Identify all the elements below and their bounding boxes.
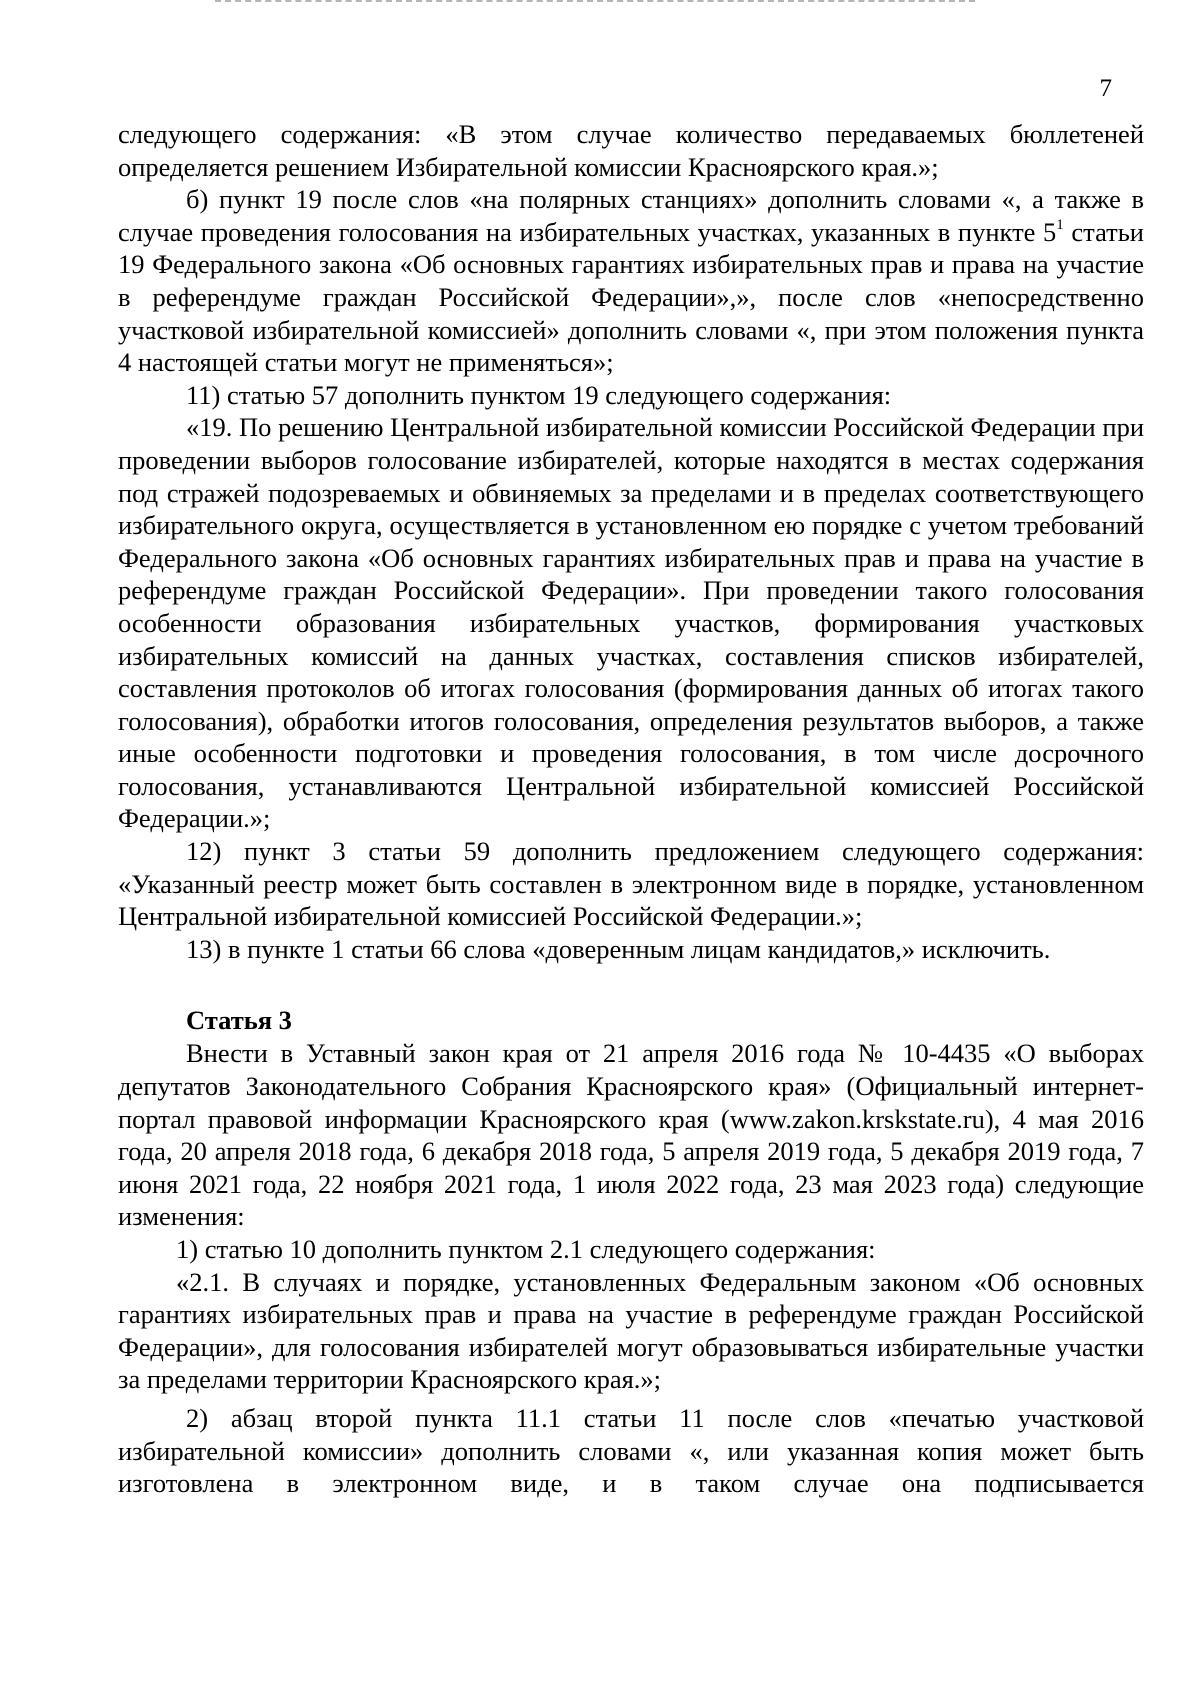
paragraph-item-b-text-start: б) пункт 19 после слов «на полярных станциях» дополнить словами «, а также в случае проведения голосования на избирательных участках, указанных в пункте 5 [118, 184, 1144, 247]
article-3-intro: Внести в Уставный закон края от 21 апреля 2016 года № 10-4435 «О выборах депутатов Законодательного Собрания Красноярского края» (Официальный интернет-портал правовой информации Красноярского края (www.zakon.krskstate.ru), 4 мая 2016 года, 20 апреля 2018 года, 6 декабря 2018 года, 5 апреля 2019 года, 5 декабря 2019 года, 7 июня 2021 года, 22 ноября 2021 года, 1 июля 2022 года, 23 мая 2023 года) следующие изменения: [118, 1038, 1144, 1232]
page-number: 7 [1099, 75, 1112, 102]
paragraph-item-12: 12) пункт 3 статьи 59 дополнить предложением следующего содержания: «Указанный реестр может быть составлен в электронном виде в порядке, установленном Центральной избирательной комиссией Российской Федерации.»; [118, 836, 1144, 932]
article-3-item-2: 2) абзац второй пункта 11.1 статьи 11 после слов «печатью участковой избирательной комиссии» дополнить словами «, или указанная копия может быть изготовлена в электронном виде, и в таком случае она подписывается [118, 1402, 1144, 1499]
document-body [118, 118, 1144, 1500]
paragraph-item-b [118, 183, 1144, 379]
scan-edge-marks [215, 0, 975, 8]
superscript-footnote: 1 [1056, 216, 1064, 233]
paragraph-continuation: следующего содержания: «В этом случае количество передаваемых бюллетеней определяется решением Избирательной комиссии Красноярского края.»; [118, 119, 1144, 182]
article-3-quote-2-1: «2.1. В случаях и порядке, установленных Федеральным законом «Об основных гарантиях избирательных прав и права на участие в референдуме граждан Российской Федерации», для голосования избирателей могут образовываться избирательные участки за пределами территории Красноярского края.»; [118, 1266, 1144, 1395]
article-3-heading: Статья 3 [186, 1005, 292, 1036]
paragraph-quote-19: «19. По решению Центральной избирательной комиссии Российской Федерации при проведении выборов голосование избирателей, которые находятся в местах содержания под стражей подозреваемых и обвиняемых за пределами и в пределах соответствующего избирательного округа, осуществляется в установленном ею порядке с учетом требований Федерального закона «Об основных гарантиях избирательных прав и права на участие в референдуме граждан Российской Федерации». При проведении такого голосования особенности образования избирательных участков, формирования участковых избирательных комиссий на данных участках, составления списков избирателей, составления протоколов об итогах голосования (формирования данных об итогах такого голосования), обработки итогов голосования, определения результатов выборов, а также иные особенности подготовки и проведения голосования, в том числе досрочного голосования, устанавливаются Центральной избирательной комиссией Российской Федерации.»; [118, 412, 1144, 834]
paragraph-item-11: 11) статью 57 дополнить пунктом 19 следующего содержания: [186, 379, 892, 410]
paragraph-item-13: 13) в пункте 1 статьи 66 слова «доверенным лицам кандидатов,» исключить. [186, 933, 1051, 964]
paragraph-item-b-text-end: статьи 19 Федерального закона «Об основных гарантиях избирательных прав и права на участие в референдуме граждан Российской Федерации»,», после слов «непосредственно участковой избирательной комиссией» дополнить словами «, при этом положения пункта 4 настоящей статьи могут не применяться»; [118, 216, 1144, 378]
article-3-item-1: 1) статью 10 дополнить пунктом 2.1 следующего содержания: [176, 1234, 876, 1264]
